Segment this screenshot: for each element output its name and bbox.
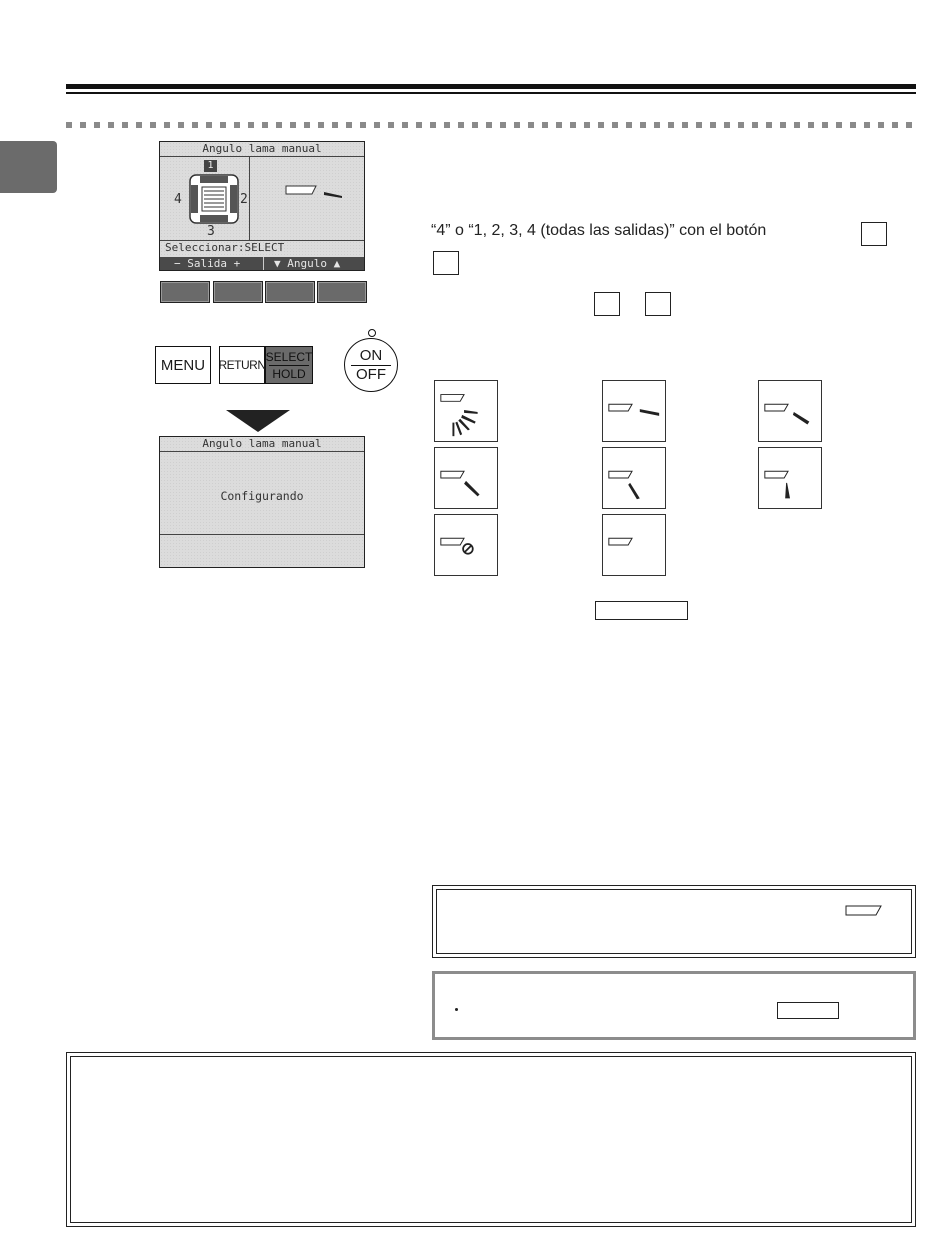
bottom-frame — [66, 1052, 916, 1227]
cassette-unit-icon — [188, 173, 240, 225]
select-hold-divider — [269, 365, 309, 366]
power-indicator-lamp — [368, 329, 376, 337]
lcd-title: Angulo lama manual — [160, 142, 364, 157]
lcd-screen-vane — [159, 141, 365, 271]
vane-swing-icon — [434, 380, 498, 442]
footer-outlet: − Salida + — [174, 257, 241, 270]
note-box-1-inner — [436, 889, 912, 954]
vane-step3-icon — [434, 447, 498, 509]
menu-button[interactable]: MENU — [155, 346, 211, 384]
function-key-f4[interactable] — [317, 281, 367, 303]
button-ref-box-4 — [645, 292, 671, 316]
button-ref-box-2 — [433, 251, 459, 275]
return-button[interactable]: RETURN — [219, 346, 265, 384]
lcd-divider — [249, 157, 250, 240]
lcd-screen-configuring — [159, 436, 365, 568]
outlet-4-label: 4 — [174, 192, 182, 207]
footer-angle: ▼ Angulo ▲ — [274, 257, 341, 270]
outlet-3-label: 3 — [207, 224, 215, 239]
note-box-2 — [432, 971, 916, 1040]
header-rule-thick — [66, 84, 916, 89]
vane-off-icon — [434, 514, 498, 576]
off-label: OFF — [356, 365, 386, 383]
function-key-f3[interactable] — [265, 281, 315, 303]
on-off-button[interactable] — [344, 338, 398, 392]
header-rule-thin — [66, 92, 916, 94]
vane-step5-icon — [758, 447, 822, 509]
lcd-title-2: Angulo lama manual — [160, 437, 364, 452]
select-hold-button[interactable] — [265, 346, 313, 384]
footer-sep — [263, 257, 264, 270]
outlet-1-label: 1 — [204, 160, 217, 172]
bullet — [455, 1008, 458, 1011]
button-ref-box-3 — [594, 292, 620, 316]
bottom-frame-inner — [70, 1056, 912, 1223]
lcd-prompt: Seleccionar:SELECT — [165, 241, 285, 254]
button-ref-wide-box — [595, 601, 688, 620]
section-tab — [0, 141, 57, 193]
lcd-footer — [160, 257, 364, 270]
lcd-divider-2 — [160, 534, 364, 535]
vane-outline-icon — [845, 904, 883, 918]
configuring-message: Configurando — [220, 489, 304, 503]
vane-step1-icon — [602, 380, 666, 442]
on-label: ON — [359, 346, 383, 364]
button-ref-wide-box-2 — [777, 1002, 839, 1019]
outlet-2-label: 2 — [240, 192, 248, 207]
button-ref-box-1 — [861, 222, 887, 246]
arrow-down-icon — [226, 410, 290, 434]
vane-auto-icon — [602, 514, 666, 576]
function-key-f1[interactable] — [160, 281, 210, 303]
note-box-1 — [432, 885, 916, 958]
instruction-text: “4” o “1, 2, 3, 4 (todas las salidas)” con el botón — [431, 222, 767, 239]
dotted-divider — [66, 122, 916, 128]
function-key-f2[interactable] — [213, 281, 263, 303]
select-label: SELECT — [265, 349, 313, 364]
vane-step4-icon — [602, 447, 666, 509]
hold-label: HOLD — [272, 366, 306, 381]
vane-preview-icon — [284, 180, 348, 202]
vane-step2-icon — [758, 380, 822, 442]
